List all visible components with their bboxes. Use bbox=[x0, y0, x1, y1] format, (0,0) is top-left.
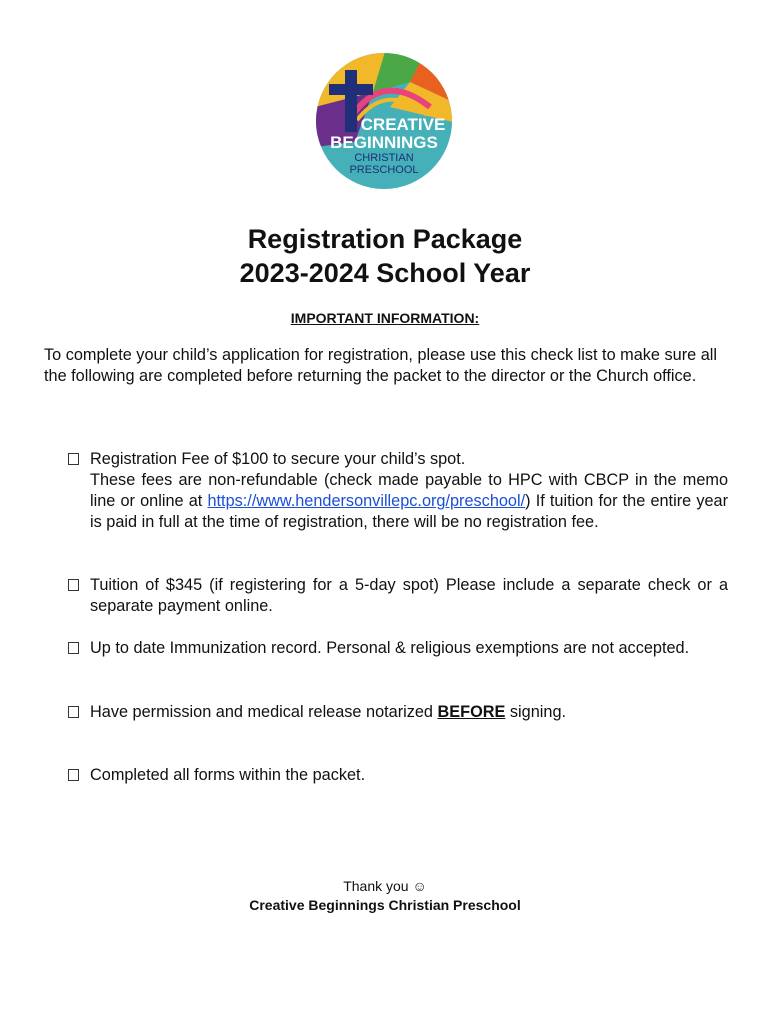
important-heading: IMPORTANT INFORMATION: bbox=[290, 310, 480, 326]
checklist-item-tuition bbox=[68, 575, 728, 617]
logo-word-creative: CREATIVE bbox=[360, 115, 446, 134]
before-emphasis: BEFORE bbox=[437, 703, 506, 721]
checkbox-icon bbox=[68, 453, 79, 465]
registration-fee-note: ) If tuition for the entire year is paid in full at the time of registration, there will be no registration fee. bbox=[90, 492, 728, 531]
checklist-item-registration-fee bbox=[68, 449, 728, 533]
organization-name: Creative Beginnings Christian Preschool bbox=[249, 897, 521, 913]
immunization-text: Up to date Immunization record. Personal & religious exemptions are not accepted. bbox=[90, 639, 690, 657]
permission-text: Have permission and medical release notarized bbox=[90, 703, 438, 721]
logo-word-preschool: PRESCHOOL bbox=[349, 164, 419, 176]
logo-word-beginnings: BEGINNINGS bbox=[330, 133, 438, 152]
preschool-logo bbox=[315, 52, 453, 190]
logo-word-christian: CHRISTIAN bbox=[354, 152, 414, 164]
intro-paragraph: To complete your child’s application for registration, please use this check list to make sure all the following are completed before returning the packet to the director or the Church office. bbox=[44, 346, 717, 385]
document-title: Registration Package bbox=[247, 224, 523, 254]
checkbox-icon bbox=[68, 769, 79, 781]
preschool-website-link[interactable]: https://www.hendersonvillepc.org/preschool/ bbox=[207, 492, 526, 510]
checkbox-icon bbox=[68, 706, 79, 718]
checkbox-icon bbox=[68, 642, 79, 654]
checklist-item-permission bbox=[68, 702, 728, 723]
thank-you-note: Thank you ☺ bbox=[343, 878, 427, 894]
registration-fee-details: These fees are non-refundable (check made payable to HPC with CBCP in the memo line or online at bbox=[90, 471, 728, 510]
checklist-item-immunization bbox=[68, 638, 728, 659]
checklist-item-forms bbox=[68, 765, 728, 786]
tuition-text: Tuition of $345 (if registering for a 5-day spot) Please include a separate check or a separate payment online. bbox=[90, 576, 728, 615]
registration-fee-text: Registration Fee of $100 to secure your child’s spot. bbox=[90, 450, 466, 468]
document-subtitle: 2023-2024 School Year bbox=[239, 258, 531, 288]
forms-text: Completed all forms within the packet. bbox=[90, 766, 366, 784]
permission-text-end: signing. bbox=[505, 703, 567, 721]
checkbox-icon bbox=[68, 579, 79, 591]
